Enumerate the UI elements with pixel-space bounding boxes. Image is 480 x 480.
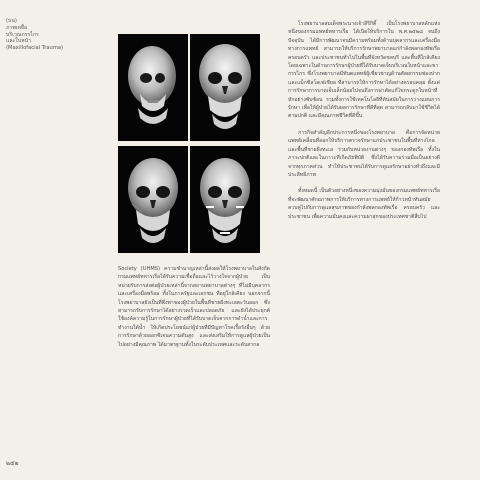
ct-scan-image-4: [190, 146, 260, 253]
ct-scan-figure: [118, 34, 260, 253]
left-paragraph-1: Society (UHMS) ความชำนาญเหล่านี้ส่งผลให้โรงพยาบาลในสังกัดกรมแพทย์ทหารเรือได้รับความเชื่อถือและไว้วางใจจากผู้ป่วย เป็นหน่วยรับการส่งต่อผู้ป่วยเหล่านี้จากสถานพยาบาลต่างๆ ที่ไม่มีบุคลากรและเครื่องมือพร้อม ทั้งในภาครัฐและเอกชน ที่อยู่ใกล้เคียง นอกจากนี้โรงพยาบาลยังเป็นที่พึ่งพาของผู้ป่วยในพื้นที่ชายฝั่งทะเลตะวันออก ซึ่งสามารถรับการรักษาได้อย่างรวดเร็วและปลอดภัย และยังได้ประยุกต์ใช้องค์ความรู้ในการรักษาผู้ป่วยที่ได้รับบาดเจ็บจากการดำน้ำและการทำงานใต้น้ำ ให้เกิดประโยชน์แก่ผู้ป่วยที่มีปัญหาโรคเรื้อรังอื่นๆ ด้วยการรักษาด้วยออกซิเจนความดันสูง และส่งเสริมให้การดูแลผู้ป่วยเป็นไปอย่างมีคุณภาพ ได้มาตรฐานทั้งในระดับประเทศและระดับสากล: [118, 266, 270, 348]
ct-scan-image-1: [118, 34, 188, 141]
left-column-text: [118, 265, 270, 357]
ct-scan-image-3: [118, 146, 188, 253]
right-column-text: [288, 20, 440, 229]
figure-caption: (บน) ภาพเหยื่อ บริเวณกรรไกร และใบหน้า (Maxillofacial Trauma): [6, 18, 64, 52]
right-paragraph-3: ทั้งหมดนี้ เป็นตัวอย่างหนึ่งของความมุ่งมั่นของกรมแพทย์ทหารเรือ ที่จะพัฒนาศักยภาพการให้บริการทางการแพทย์ให้ก้าวหน้าทันสมัย ควบคู่ไปกับการดูแลสุขภาพของกำลังพลกองทัพเรือ ครอบครัว และประชาชน เพื่อความมั่นคงและความผาสุกของประเทศชาติสืบไป: [288, 188, 440, 220]
ct-scan-image-2: [190, 34, 260, 141]
right-paragraph-2: ภารกิจสำคัญอีกประการหนึ่งของโรงพยาบาล คือการจัดหน่วยแพทย์เคลื่อนที่ออกให้บริการตรวจรักษาแก่ประชาชนในพื้นที่ห่างไกล และพื้นที่ชายฝั่งทะเล ร่วมกับหน่วยงานต่างๆ ของกองทัพเรือ ทั้งในภาวะปกติและในภาวะที่เกิดภัยพิบัติ ซึ่งได้รับความร่วมมือเป็นอย่างดีจากทุกภาคส่วน ทำให้ประชาชนได้รับการดูแลรักษาอย่างทั่วถึงและมีประสิทธิภาพ: [288, 129, 440, 178]
right-paragraph-1: โรงพยาบาลสมเด็จพระนางเจ้าสิริกิติ์ เป็นโรงพยาบาลหลักแห่งหนึ่งของกรมแพทย์ทหารเรือ ได้เปิดให้บริการใน พ.ศ.๒๕๒๘ จนถึงปัจจุบัน ได้มีการพัฒนาจนมีความพร้อมทั้งด้านบุคลากรและเครื่องมือทางการแพทย์ สามารถให้บริการรักษาพยาบาลแก่กำลังพลกองทัพเรือ ครอบครัว และประชาชนทั่วไปในพื้นที่จังหวัดชลบุรี และพื้นที่ใกล้เคียง โดยเฉพาะในด้านการรักษาผู้ป่วยที่ได้รับบาดเจ็บบริเวณใบหน้าและขากรรไกร ซึ่งโรงพยาบาลมีทันตแพทย์ผู้เชี่ยวชาญด้านศัลยกรรมช่องปากและแม็กซิลโลเฟเชียล ที่สามารถให้การรักษาได้อย่างครอบคลุม ตั้งแต่การรักษาการบาดเจ็บเล็กน้อยไปจนถึงการผ่าตัดแก้ไขกระดูกใบหน้าที่หักอย่างซับซ้อน รวมทั้งการใช้เทคโนโลยีที่ทันสมัยในการวางแผนการรักษา เพื่อให้ผู้ป่วยได้รับผลการรักษาที่ดีที่สุด สามารถกลับมาใช้ชีวิตได้ตามปกติ และมีคุณภาพชีวิตที่ดีขึ้น: [288, 21, 440, 120]
page-number: ๒๕๒: [6, 460, 19, 467]
